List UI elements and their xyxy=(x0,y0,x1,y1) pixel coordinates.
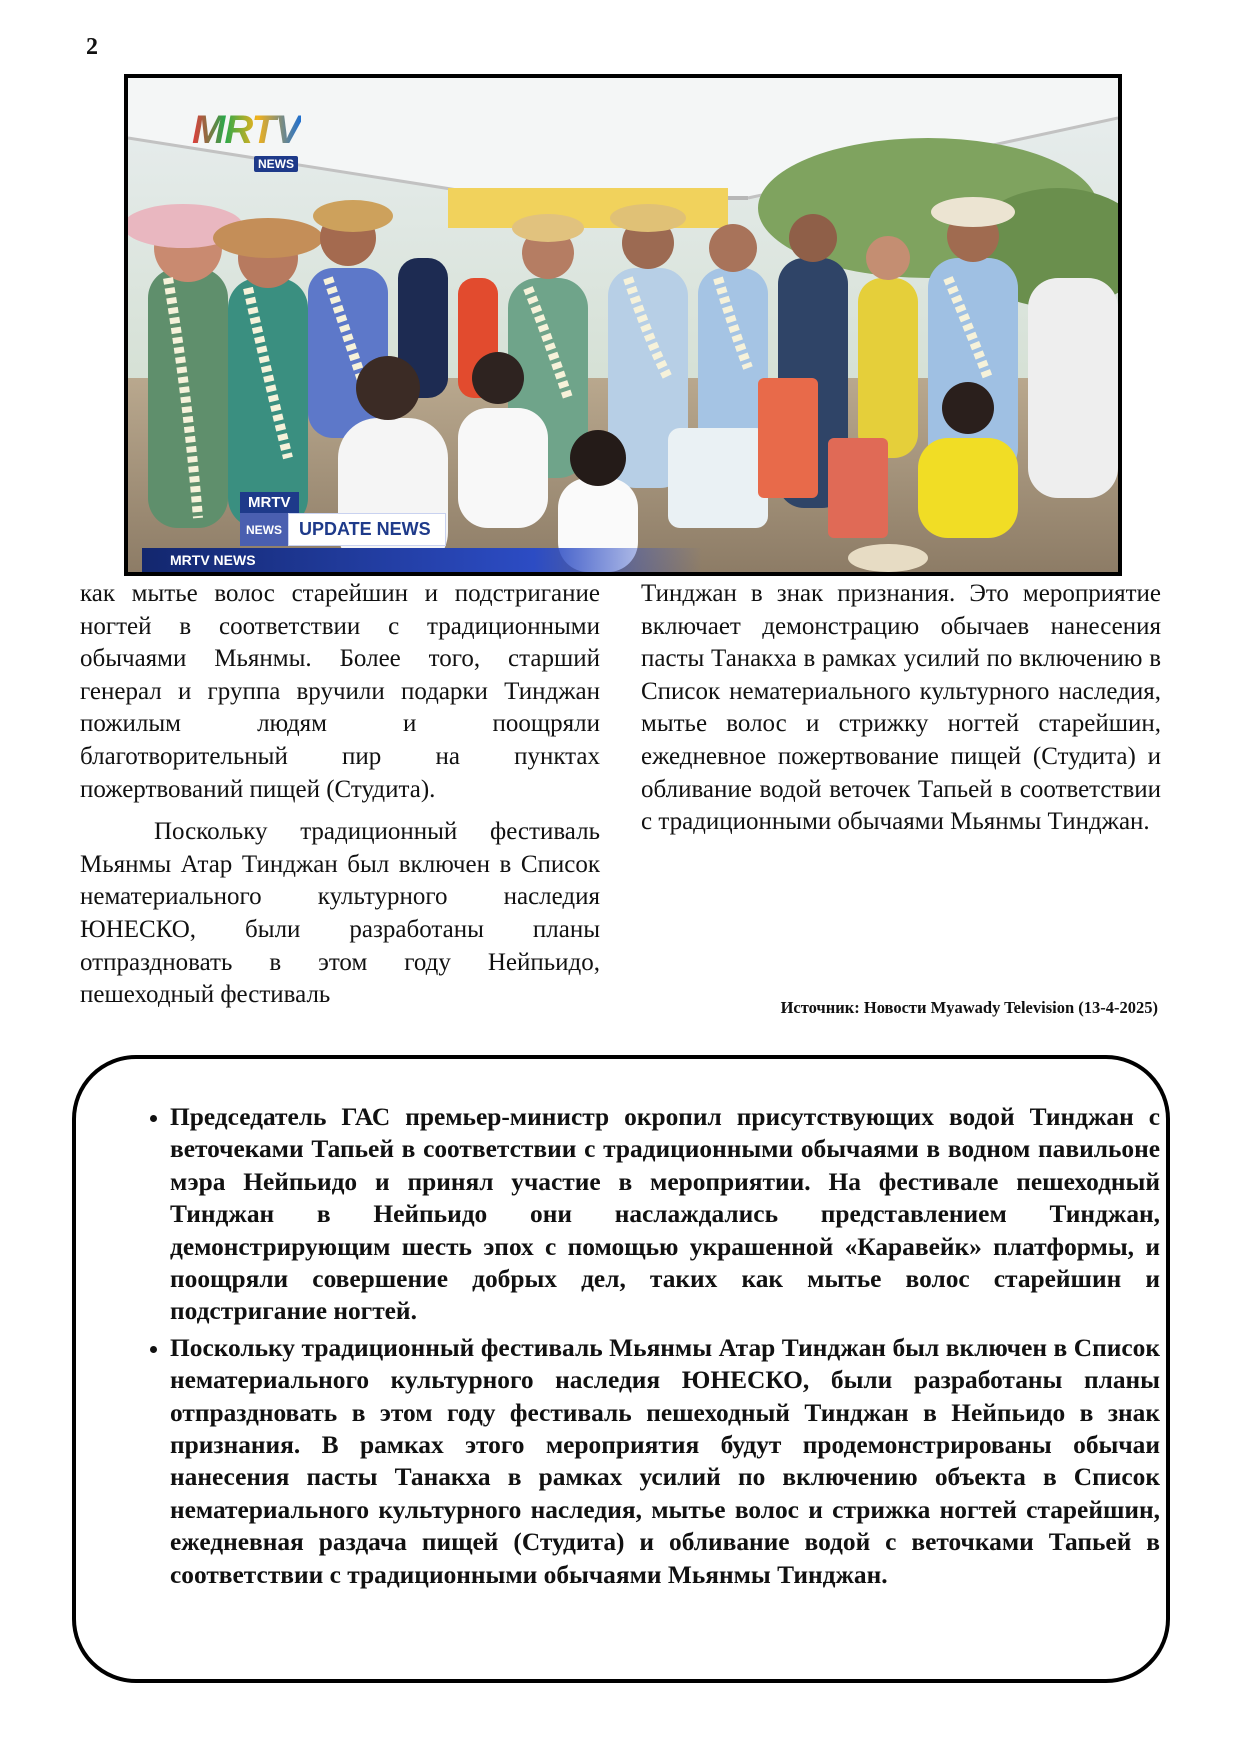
lower-third xyxy=(240,492,446,546)
summary-list xyxy=(128,1101,1160,1595)
article-paragraph: Поскольку традиционный фестиваль Мьянмы Атар Тинджан был включен в Список нематериального культурного наследия ЮНЕСКО, были разработаны планы отпраздновать в этом году Нейпьидо, пешеходный фестиваль xyxy=(80,818,600,1009)
article-column-left xyxy=(80,578,600,1012)
article-paragraph: Тинджан в знак признания. Это мероприятие включает демонстрацию обычаев нанесения пасты Танакха в рамках усилий по включению в Список нематериального культурного наследия, мытье волос и стрижку ногтей старейшин, ежедневное пожертвование пищей (Студита) и обливание водой веточек Тапьей в соответствии с традиционными обычаями Мьянмы Тинджан. xyxy=(641,580,1161,836)
mrtv-logo-text: MRTV xyxy=(192,108,301,152)
page-number: 2 xyxy=(86,34,98,60)
summary-item: • Поскольку традиционный фестиваль Мьянмы Атар Тинджан был включен в Список нематериального культурного наследия ЮНЕСКО, были разработаны планы отпраздновать в этом году фестиваль пешеходный Тинджан в Нейпьидо в знак признания. В рамках этого мероприятия будут продемонстрированы обычаи нанесения пасты Танакха в рамках усилий по включению объекта в Список нематериального культурного наследия, мытье волос и стрижка ногтей старейшин, ежедневная раздача пищей (Студита) и обливание водой с веточками Тапьей в соответствии с традиционными обычаями Мьянмы Тинджан. xyxy=(170,1332,1160,1591)
lower-third-headline: UPDATE NEWS xyxy=(288,513,446,546)
article-column-right xyxy=(641,578,1161,839)
lower-third-news-tag: NEWS xyxy=(240,513,288,546)
mrtv-logo-sub: NEWS xyxy=(254,156,298,172)
bottom-ticker: MRTV NEWS xyxy=(142,548,702,572)
summary-box xyxy=(72,1055,1170,1683)
source-credit: Источник: Новости Myawady Television (13-4-2025) xyxy=(780,998,1158,1017)
summary-item: • Председатель ГАС премьер-министр окропил присутствующих водой Тинджан с веточеками Тапьей в соответствии с традиционными обычаями в водном павильоне мэра Нейпьидо и принял участие в мероприятии. На фестивале пешеходный Тинджан в Нейпьидо они наслаждались представлением Тинджан, демонстрирующим шесть эпох с помощью украшенной «Каравейк» платформы, и поощряли совершение добрых дел, таких как мытье волос старейшин и подстригание ногтей. xyxy=(170,1101,1160,1328)
mrtv-logo xyxy=(192,110,301,150)
lower-third-channel: MRTV xyxy=(240,492,299,513)
news-photo xyxy=(124,74,1122,576)
article-paragraph: как мытье волос старейшин и подстригание ногтей в соответствии с традиционными обычаями Мьянмы. Более того, старший генерал и группа вручили подарки Тинджан пожилым людям и поощряли благотворительный пир на пунктах пожертвований пищей (Студита). xyxy=(80,580,600,803)
